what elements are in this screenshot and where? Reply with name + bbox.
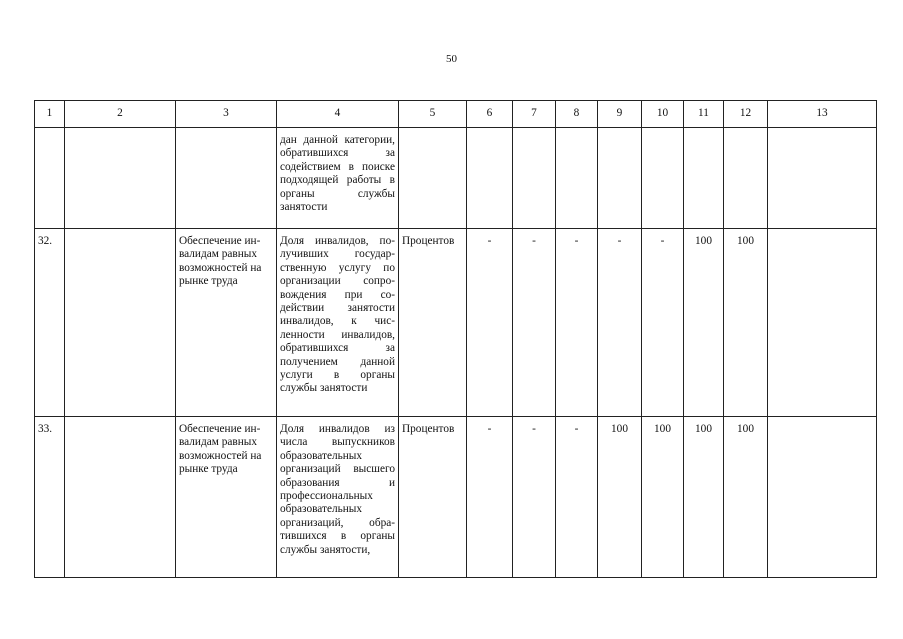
goal-cell: Обеспечение инвалидам равных возможностей на рынке труда [176,417,277,578]
value-cell-7: - [513,417,556,578]
table-row [35,128,877,229]
value-cell-10: - [642,229,684,417]
column-header: 6 [467,101,513,128]
column-header: 3 [176,101,277,128]
value-cell-11: 100 [684,417,724,578]
value-cell-7 [513,128,556,229]
value-cell-12: 100 [724,229,768,417]
value-cell-9: 100 [598,417,642,578]
row-number-cell [35,128,65,229]
column-header: 9 [598,101,642,128]
value-cell-12: 100 [724,417,768,578]
column-13-cell [768,229,877,417]
unit-cell: Процентов [399,229,467,417]
value-cell-9: - [598,229,642,417]
indicators-table [34,100,877,578]
column-header: 4 [277,101,399,128]
column-2-cell [65,229,176,417]
value-cell-12 [724,128,768,229]
page-number: 50 [446,53,457,65]
value-cell-11 [684,128,724,229]
indicator-cell: Доля инвалидов из числа выпускников образовательных организаций высшего образования и профессиональных образовательных организаций, обратившихся в органы службы занятости, [277,417,399,578]
value-cell-8 [556,128,598,229]
unit-cell: Процентов [399,417,467,578]
column-header: 8 [556,101,598,128]
column-header: 11 [684,101,724,128]
column-header: 1 [35,101,65,128]
row-number-cell: 33. [35,417,65,578]
indicator-cell: Доля инвалидов, получивших государственную услугу по организации сопровождения при содействии занятости инвалидов, к численности инвалидов, обратившихся за получением данной услуги в органы службы занятости [277,229,399,417]
value-cell-7: - [513,229,556,417]
value-cell-8: - [556,229,598,417]
column-header: 2 [65,101,176,128]
value-cell-6: - [467,229,513,417]
column-header: 10 [642,101,684,128]
column-header: 13 [768,101,877,128]
column-13-cell [768,128,877,229]
column-header: 7 [513,101,556,128]
indicator-cell: дан данной категории, обратившихся за содействием в поиске подходящей работы в органы службы занятости [277,128,399,229]
value-cell-6: - [467,417,513,578]
goal-cell [176,128,277,229]
value-cell-9 [598,128,642,229]
row-number-cell: 32. [35,229,65,417]
value-cell-6 [467,128,513,229]
value-cell-10: 100 [642,417,684,578]
value-cell-8: - [556,417,598,578]
column-header: 12 [724,101,768,128]
value-cell-11: 100 [684,229,724,417]
column-header: 5 [399,101,467,128]
table-row [35,417,877,578]
column-13-cell [768,417,877,578]
unit-cell [399,128,467,229]
value-cell-10 [642,128,684,229]
column-2-cell [65,417,176,578]
goal-cell: Обеспечение инвалидам равных возможностей на рынке труда [176,229,277,417]
table-row [35,229,877,417]
column-2-cell [65,128,176,229]
table-header-row [35,101,877,128]
